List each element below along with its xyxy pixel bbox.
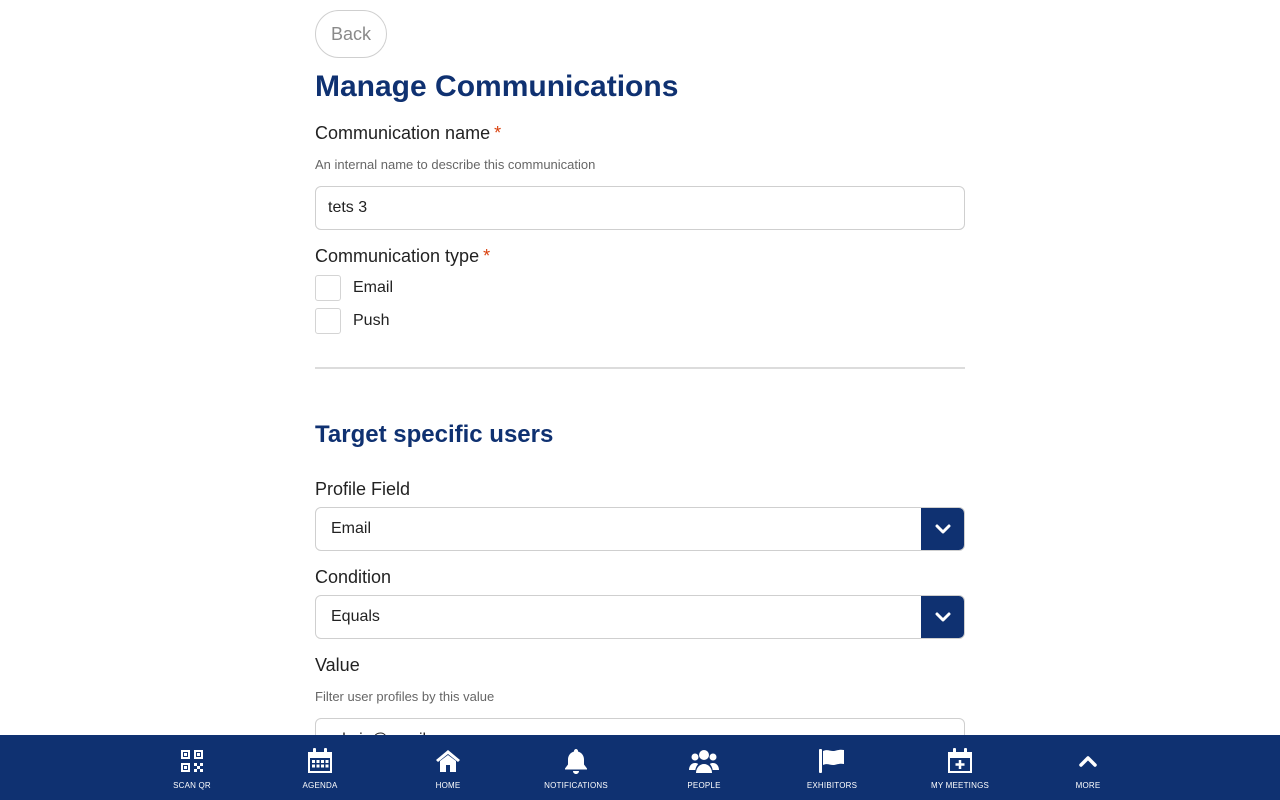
nav-label: MY MEETINGS (930, 781, 990, 790)
qr-code-icon (180, 747, 204, 775)
nav-agenda[interactable] (265, 735, 375, 800)
section-divider (315, 367, 965, 369)
nav-label: EXHIBITORS (806, 781, 858, 790)
nav-notifications[interactable] (521, 735, 631, 800)
bottom-nav (0, 735, 1280, 800)
nav-label: PEOPLE (687, 781, 721, 790)
page-title: Manage Communications (315, 70, 679, 103)
back-button[interactable]: Back (315, 10, 387, 58)
communication-name-label (315, 123, 501, 144)
communication-name-label-text: Communication name (315, 123, 491, 143)
flag-icon (818, 747, 846, 775)
required-mark: * (483, 246, 491, 266)
nav-people[interactable] (649, 735, 759, 800)
communication-type-label-text: Communication type (315, 246, 480, 266)
profile-field-select[interactable] (315, 507, 965, 551)
type-option-push[interactable] (315, 307, 389, 335)
calendar-icon (307, 747, 333, 775)
email-checkbox-label: Email (353, 279, 394, 296)
profile-field-value: Email (331, 520, 372, 537)
nav-my-meetings[interactable] (905, 735, 1015, 800)
target-users-title: Target specific users (315, 421, 554, 448)
required-mark: * (494, 123, 502, 143)
calendar-plus-icon (947, 747, 973, 775)
push-checkbox-label: Push (353, 312, 390, 329)
nav-home[interactable] (393, 735, 503, 800)
chevron-down-icon[interactable] (921, 507, 965, 551)
nav-label: AGENDA (302, 781, 338, 790)
value-help: Filter user profiles by this value (315, 689, 495, 704)
bell-icon (564, 747, 588, 775)
nav-more[interactable] (1033, 735, 1143, 800)
communication-type-label (315, 246, 490, 267)
people-icon (689, 747, 719, 775)
condition-label: Condition (315, 567, 392, 587)
type-option-email[interactable] (315, 274, 393, 302)
chevron-up-icon (1078, 747, 1098, 775)
email-checkbox[interactable] (315, 275, 341, 301)
nav-exhibitors[interactable] (777, 735, 887, 800)
communication-name-help: An internal name to describe this communication (315, 157, 596, 172)
nav-label: SCAN QR (173, 781, 211, 790)
chevron-down-icon[interactable] (921, 595, 965, 639)
nav-label: MORE (1075, 781, 1101, 790)
condition-select[interactable] (315, 595, 965, 639)
profile-field-label: Profile Field (315, 479, 411, 499)
nav-label: NOTIFICATIONS (544, 781, 608, 790)
condition-value: Equals (331, 608, 380, 625)
nav-label: HOME (435, 781, 461, 790)
communication-name-input[interactable] (315, 186, 965, 230)
push-checkbox[interactable] (315, 308, 341, 334)
nav-scan-qr[interactable] (137, 735, 247, 800)
value-label: Value (315, 655, 360, 675)
home-icon (435, 747, 461, 775)
